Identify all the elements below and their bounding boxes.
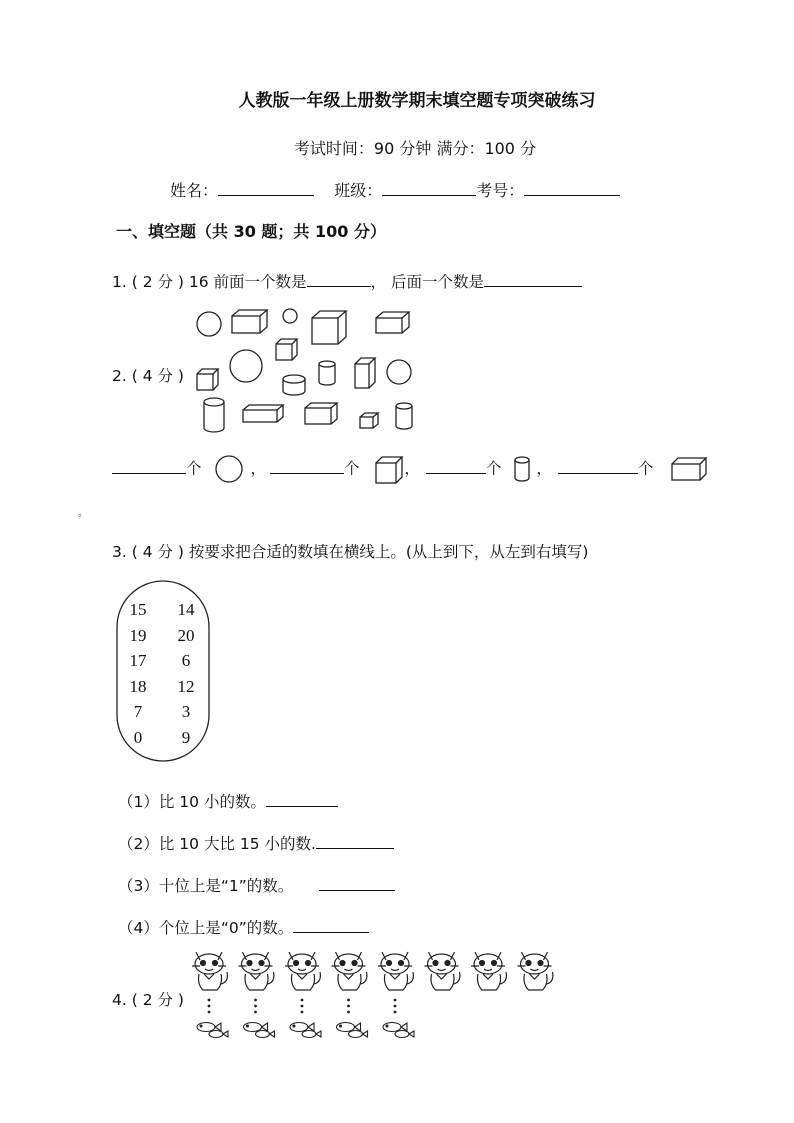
cylinder-icon bbox=[283, 375, 305, 395]
q2-prefix: 2. ( 4 分 ) bbox=[112, 367, 184, 385]
fish-icon bbox=[209, 1031, 228, 1038]
cylinder-icon bbox=[396, 403, 412, 429]
class-field[interactable] bbox=[382, 195, 476, 196]
cube-icon bbox=[276, 339, 297, 360]
dotted-line bbox=[394, 999, 397, 1014]
cube-icon bbox=[360, 413, 378, 428]
oval-number: 9 bbox=[181, 727, 191, 747]
q3-sub3: （3）十位上是“1”的数。 bbox=[118, 874, 395, 896]
oval-number: 0 bbox=[133, 727, 143, 747]
class-label: 班级： bbox=[334, 181, 383, 200]
q3-sub4-blank[interactable] bbox=[293, 932, 369, 933]
sphere-icon bbox=[197, 312, 221, 336]
section-title: 一、填空题（共 30 题；共 100 分） bbox=[116, 222, 386, 241]
fish-icon bbox=[302, 1031, 321, 1038]
q1-mid: ， 后面一个数是 bbox=[370, 273, 484, 291]
name-label: 姓名： bbox=[170, 181, 219, 200]
oval-number: 20 bbox=[177, 625, 195, 645]
name-field[interactable] bbox=[218, 195, 314, 196]
oval-number: 15 bbox=[129, 600, 147, 619]
sphere-count-blank[interactable] bbox=[112, 473, 186, 474]
cat-icon bbox=[332, 952, 367, 990]
page-title: 人教版一年级上册数学期末填空题专项突破练习 bbox=[238, 91, 596, 111]
cuboid-icon bbox=[232, 310, 267, 333]
oval-number: 14 bbox=[177, 600, 195, 619]
q1-prefix: 1. ( 2 分 ) 16 前面一个数是 bbox=[112, 273, 307, 291]
trailing-period: 。 bbox=[78, 508, 88, 519]
unit-label: 个 bbox=[485, 459, 502, 478]
cube-count-blank[interactable] bbox=[270, 473, 344, 474]
q3-sub2: （2）比 10 大比 15 小的数. bbox=[118, 832, 394, 854]
cat-icon bbox=[518, 952, 553, 990]
q1-blank-before[interactable] bbox=[307, 286, 371, 287]
q3-sub1: （1）比 10 小的数。 bbox=[118, 790, 338, 812]
q3-sub4: （4）个位上是“0”的数。 bbox=[118, 916, 369, 938]
unit-label: 个 bbox=[343, 459, 360, 478]
unit-label: 个 bbox=[186, 459, 202, 478]
fish-icon bbox=[395, 1031, 414, 1038]
q3-sub3-blank[interactable] bbox=[319, 890, 395, 891]
unit-label: 个 bbox=[637, 459, 654, 478]
cylinder-count-blank[interactable] bbox=[426, 473, 486, 474]
cats-and-fish-picture bbox=[190, 948, 560, 1048]
q3-sub1-blank[interactable] bbox=[266, 806, 338, 807]
oval-number: 18 bbox=[129, 676, 147, 696]
oval-number: 17 bbox=[129, 651, 147, 670]
dotted-line bbox=[254, 999, 257, 1014]
cuboid-icon bbox=[658, 454, 708, 484]
fish-icon bbox=[256, 1031, 275, 1038]
dotted-line bbox=[208, 999, 211, 1014]
oval-number: 3 bbox=[181, 702, 191, 721]
cylinder-icon bbox=[319, 361, 335, 385]
cuboid-count-blank[interactable] bbox=[558, 473, 638, 474]
sphere-icon bbox=[206, 454, 250, 484]
oval-number: 19 bbox=[129, 625, 147, 645]
cat-icon bbox=[425, 952, 460, 990]
cylinder-icon bbox=[204, 398, 224, 432]
dotted-line bbox=[301, 999, 304, 1014]
cuboid-icon bbox=[376, 312, 409, 333]
cat-icon bbox=[285, 952, 320, 990]
cube-icon bbox=[197, 369, 218, 390]
dotted-line bbox=[347, 999, 350, 1014]
cat-icon bbox=[471, 952, 506, 990]
cat-icon bbox=[378, 952, 413, 990]
number-label: 考号： bbox=[476, 181, 525, 200]
q1-blank-after[interactable] bbox=[484, 286, 582, 287]
sphere-icon bbox=[283, 309, 297, 323]
cylinder-icon bbox=[506, 454, 536, 484]
cuboid-icon bbox=[305, 403, 337, 424]
sphere-icon bbox=[387, 360, 411, 384]
oval-number: 6 bbox=[181, 651, 191, 670]
q2-answer-row: 个 ， 个 ， 个 ， 个 bbox=[112, 454, 708, 484]
oval-number: 7 bbox=[133, 702, 143, 721]
student-info-row bbox=[170, 178, 620, 201]
shapes-picture bbox=[190, 302, 430, 437]
number-field[interactable] bbox=[524, 195, 620, 196]
fish-icon bbox=[349, 1031, 368, 1038]
q3-prefix: 3. ( 4 分 ) 按要求把合适的数填在横线上。(从上到下，从左到右填写) bbox=[112, 543, 589, 561]
cuboid-icon bbox=[243, 405, 283, 422]
cube-icon bbox=[364, 454, 404, 484]
cat-icon bbox=[239, 952, 274, 990]
sphere-icon bbox=[230, 350, 262, 382]
question-1 bbox=[112, 270, 582, 292]
cube-icon bbox=[312, 311, 346, 344]
q3-sub2-blank[interactable] bbox=[316, 848, 394, 849]
cuboid-icon bbox=[355, 358, 375, 388]
cat-icon bbox=[192, 952, 227, 990]
oval-number: 12 bbox=[177, 676, 195, 696]
q4-prefix: 4. ( 2 分 ) bbox=[112, 991, 184, 1009]
exam-subtitle: 考试时间：90 分钟 满分：100 分 bbox=[293, 139, 537, 158]
